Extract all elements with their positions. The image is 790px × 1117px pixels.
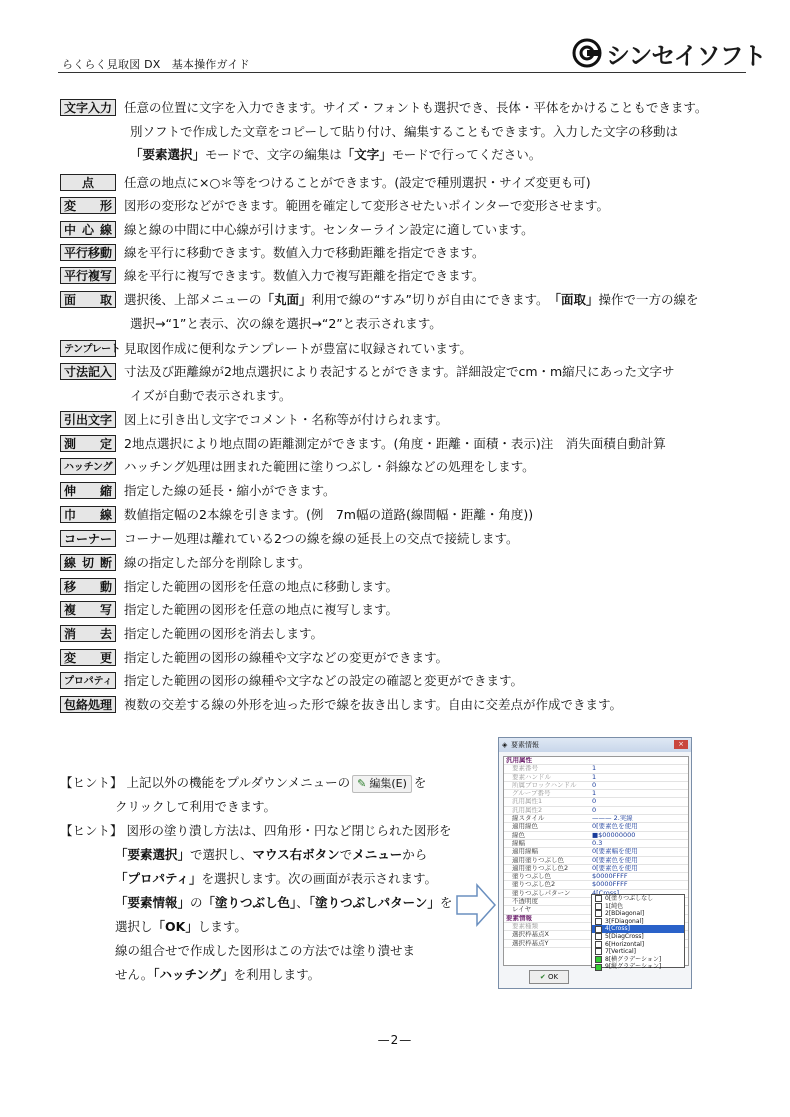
description-text: 数値指定幅の2本線を引きます。(例 7m幅の道路(線間幅・距離・角度)) xyxy=(124,507,534,522)
fill-pattern-option[interactable] xyxy=(592,948,684,956)
hint-text: を選択します。次の画面が表示されます。 xyxy=(201,871,438,886)
hint-text: から xyxy=(402,847,428,862)
function-entry xyxy=(60,575,750,599)
function-tag: 複 写 xyxy=(60,601,116,618)
hint-line: 線の組合せで作成した図形はこの方法では塗り潰せま xyxy=(115,943,416,958)
function-entry xyxy=(60,527,750,551)
bold-text: 「面取」 xyxy=(548,292,599,307)
option-label: 8[横グラデーション] xyxy=(605,955,662,963)
function-entry xyxy=(60,503,750,527)
option-label: 5[DiagCross] xyxy=(605,932,644,940)
hint-bold: 「プロパティ」 xyxy=(115,871,202,886)
property-row[interactable] xyxy=(504,790,688,798)
function-tag: 中心線 xyxy=(60,221,116,238)
entry-line xyxy=(60,96,750,120)
description-cont: イズが自動で表示されます。 xyxy=(130,387,292,403)
entry-line xyxy=(60,669,750,693)
logo-text: シンセイソフト xyxy=(606,41,766,70)
function-tag: 巾 線 xyxy=(60,506,116,523)
function-entry xyxy=(60,337,750,361)
function-tag: 包絡処理 xyxy=(60,696,116,713)
option-label: 6[Horizontal] xyxy=(605,940,645,948)
property-key: 汎用属性1 xyxy=(512,798,543,806)
pattern-swatch-icon xyxy=(595,903,602,910)
property-row[interactable] xyxy=(504,782,688,790)
hint-text: 、 xyxy=(296,895,309,910)
bold-text: 「文字」 xyxy=(341,147,392,162)
property-key: 要素ハンドル xyxy=(512,773,551,781)
entry-line xyxy=(60,408,750,432)
hint-label: 【ヒント】 xyxy=(60,775,123,790)
close-button[interactable]: × xyxy=(674,740,688,749)
entry-line xyxy=(60,194,750,218)
property-key: 適用塗りつぶし色 xyxy=(512,856,564,864)
entry-line xyxy=(60,527,750,551)
description-text: 寸法及び距離線が2地点選択により表記するとができます。詳細設定でcm・m縮尺にあった文字サ xyxy=(124,364,675,379)
hint-line xyxy=(60,843,460,867)
description-text: 任意の地点に×○＊等をつけることができます。(設定で種別選択・サイズ変更も可) xyxy=(124,175,591,190)
entry-line xyxy=(60,241,750,265)
function-entry xyxy=(60,693,750,717)
function-tag: 変 形 xyxy=(60,197,116,214)
description-text: ハッチング処理は囲まれた範囲に塗りつぶし・斜線などの処理をします。 xyxy=(124,459,535,474)
hint-text: クリックして利用できます。 xyxy=(115,799,277,814)
property-key: 汎用属性2 xyxy=(512,806,543,814)
function-tag: 伸 縮 xyxy=(60,482,116,499)
hint-text: 上記以外の機能をプルダウンメニューの xyxy=(126,775,351,790)
edit-menu-button xyxy=(352,775,412,793)
hint-bold: 「ハッチング」 xyxy=(153,967,234,982)
description-text: 図形の変形などができます。範囲を確定して変形させたいポインターで変形させます。 xyxy=(124,198,610,213)
function-entry xyxy=(60,598,750,622)
hint-bold: 「塗りつぶし色」 xyxy=(202,895,297,910)
property-value: ■$00000000 xyxy=(592,831,636,839)
description-text: 2地点選択により地点間の距離測定ができます。(角度・距離・面積・表示)注 消失面積自動計算 xyxy=(124,436,666,451)
property-row[interactable] xyxy=(504,807,688,815)
property-value: 1 xyxy=(592,773,597,781)
property-row[interactable] xyxy=(504,832,688,840)
function-tag: 点 xyxy=(60,174,116,191)
description-text: 線を平行に複写できます。数値入力で複写距離を指定できます。 xyxy=(124,268,485,283)
description-text: 見取図作成に便利なテンプレートが豊富に収録されています。 xyxy=(124,341,472,356)
description-cont: 別ソフトで作成した文章をコピーして貼り付け、編集することもできます。入力した文字の移動は xyxy=(130,123,679,139)
function-tag: 平行移動 xyxy=(60,244,116,261)
entry-line xyxy=(60,218,750,242)
hint-text: を xyxy=(439,895,453,910)
hint-bold: 「要素選択」 xyxy=(115,847,191,862)
function-entry xyxy=(60,288,750,335)
property-key: 不透明度 xyxy=(512,898,538,906)
entry-line xyxy=(60,693,750,717)
function-entry xyxy=(60,622,750,646)
property-key: 塗りつぶし色 xyxy=(512,873,551,881)
ok-label: OK xyxy=(548,973,559,981)
property-key: 適用線幅 xyxy=(512,848,538,856)
function-tag: コーナー xyxy=(60,530,116,547)
fill-pattern-option[interactable] xyxy=(592,918,684,926)
fill-pattern-option[interactable] xyxy=(592,963,684,971)
property-row[interactable] xyxy=(504,774,688,782)
function-entry xyxy=(60,194,750,218)
property-value: 0 xyxy=(592,806,597,814)
hint-bold: 「塗りつぶしパターン」 xyxy=(308,895,440,910)
ok-button[interactable] xyxy=(529,970,569,984)
function-tag: 消 去 xyxy=(60,625,116,642)
pattern-swatch-icon xyxy=(595,956,602,963)
description-text: 線と線の中間に中心線が引けます。センターライン設定に適しています。 xyxy=(124,222,534,237)
pattern-swatch-icon xyxy=(595,910,602,917)
entry-line xyxy=(60,479,750,503)
entry-line xyxy=(60,288,750,312)
property-row[interactable] xyxy=(504,881,688,889)
property-value: 0[要素色を使用 xyxy=(592,864,638,872)
property-key: 適用塗りつぶし色2 xyxy=(512,864,569,872)
property-key: 要素情報 xyxy=(506,914,532,922)
property-key: 選択枠基点Y xyxy=(512,939,549,947)
logo-mark-icon xyxy=(572,38,602,68)
description-text: モードで、文字の編集は xyxy=(205,147,342,162)
property-key: 適用線色 xyxy=(512,823,538,831)
hint-bold: メニュー xyxy=(352,847,403,862)
function-tag: 寸法記入 xyxy=(60,363,116,380)
description-cont xyxy=(60,143,750,167)
description-text: コーナー処理は離れている2つの線を線の延長上の交点で接続します。 xyxy=(124,531,519,546)
hint-line xyxy=(60,867,460,891)
function-tag: プロパティ xyxy=(60,672,116,689)
header-rule xyxy=(58,72,746,73)
property-row[interactable] xyxy=(504,823,688,831)
property-value: 0.3 xyxy=(592,839,603,847)
description-text: 図上に引き出し文字でコメント・名称等が付けられます。 xyxy=(124,412,449,427)
function-tag: 線切断 xyxy=(60,554,116,571)
hint-text: を xyxy=(413,775,427,790)
hint-text: で xyxy=(339,847,353,862)
property-row[interactable] xyxy=(504,840,688,848)
fill-pattern-option[interactable] xyxy=(592,895,684,903)
fill-pattern-option[interactable] xyxy=(592,933,684,941)
property-key: 塗りつぶしパターン xyxy=(512,889,571,897)
entry-line xyxy=(60,551,750,575)
bold-text: 「丸面」 xyxy=(261,292,312,307)
pattern-swatch-icon xyxy=(595,941,602,948)
description-text: 選択後、上部メニューの xyxy=(124,292,262,307)
function-entry xyxy=(60,264,750,288)
property-key: 線スタイル xyxy=(512,815,545,823)
option-label: 7[Vertical] xyxy=(605,948,636,956)
hint-bold: 「要素情報」 xyxy=(115,895,191,910)
property-row[interactable] xyxy=(504,757,688,765)
pattern-swatch-icon xyxy=(595,918,602,925)
property-key: 所属ブロックハンドル xyxy=(512,781,577,789)
function-entry xyxy=(60,646,750,670)
description-text: 線の指定した部分を削除します。 xyxy=(124,555,311,570)
property-key: グループ番号 xyxy=(512,790,551,798)
property-key: 要素番号 xyxy=(512,765,538,773)
function-tag: ハッチング xyxy=(60,458,116,475)
property-value: $0000FFFF xyxy=(592,873,628,881)
property-value: 0[要素幅を使用 xyxy=(592,848,638,856)
description-text: モードで行ってください。 xyxy=(391,147,542,162)
description-text: 指定した範囲の図形を任意の地点に移動します。 xyxy=(124,579,399,594)
arrow-right-icon xyxy=(455,882,497,928)
function-tag: テンプレート xyxy=(60,340,116,357)
hint-bold: 「OK」 xyxy=(152,919,198,934)
function-tag: 文字入力 xyxy=(60,99,116,116)
description-text: 指定した線の延長・縮小ができます。 xyxy=(124,483,336,498)
dialog-icon: ◈ xyxy=(502,741,508,749)
pattern-swatch-icon xyxy=(595,964,602,971)
property-row[interactable] xyxy=(504,848,688,856)
hint-text: の xyxy=(190,895,203,910)
function-tag: 測 定 xyxy=(60,435,116,452)
description-text: 指定した範囲の図形を消去します。 xyxy=(124,626,324,641)
entry-line xyxy=(60,455,750,479)
function-entry xyxy=(60,669,750,693)
hint-line xyxy=(60,891,460,915)
hint-bold: マウス右ボタン xyxy=(252,847,340,862)
fill-pattern-option[interactable] xyxy=(592,941,684,949)
property-row[interactable] xyxy=(504,798,688,806)
property-value: 1 xyxy=(592,765,597,773)
element-info-dialog xyxy=(498,737,692,989)
fill-pattern-option[interactable] xyxy=(592,903,684,911)
option-label: 9[縦グラデーション] xyxy=(605,963,662,971)
hint-text: を利用します。 xyxy=(233,967,321,982)
property-row[interactable] xyxy=(504,865,688,873)
function-entry xyxy=(60,360,750,407)
hint-text: せん。 xyxy=(115,967,154,982)
property-key: 汎用属性 xyxy=(506,757,532,764)
option-label: 3[FDiagonal] xyxy=(605,917,644,925)
hint-text: 図形の塗り潰し方法は、四角形・円など閉じられた図形を xyxy=(126,823,452,838)
hint-line xyxy=(60,963,460,987)
entry-line xyxy=(60,337,750,361)
property-value: 0[要素色を使用 xyxy=(592,856,638,864)
page-number: —2— xyxy=(377,1033,413,1047)
option-label: 2[BDiagonal] xyxy=(605,910,645,918)
description-text: 複数の交差する線の外形を辿った形で線を抜き出します。自由に交差点が作成できます。 xyxy=(124,697,623,712)
property-key: 線色 xyxy=(512,831,525,839)
entry-line xyxy=(60,432,750,456)
bold-text: 「要素選択」 xyxy=(130,147,206,162)
function-entry xyxy=(60,479,750,503)
property-value: 0 xyxy=(592,781,597,789)
description-text: 線を平行に移動できます。数値入力で移動距離を指定できます。 xyxy=(124,245,485,260)
entry-line xyxy=(60,622,750,646)
entry-line xyxy=(60,646,750,670)
property-key: 要素種類 xyxy=(512,922,538,930)
pattern-swatch-icon xyxy=(595,933,602,940)
function-tag: 面 取 xyxy=(60,291,116,308)
dialog-title: 要素情報 xyxy=(511,741,539,749)
property-key: レイヤ xyxy=(512,906,532,914)
function-entry xyxy=(60,241,750,265)
check-icon: ✔ xyxy=(539,973,546,981)
property-row[interactable] xyxy=(504,873,688,881)
entry-line xyxy=(60,360,750,384)
pattern-swatch-icon xyxy=(595,895,602,902)
description-text: 指定した範囲の図形を任意の地点に複写します。 xyxy=(124,602,399,617)
hint-2 xyxy=(60,819,460,987)
pattern-swatch-icon xyxy=(595,948,602,955)
property-key: 塗りつぶし色2 xyxy=(512,881,556,889)
entry-line xyxy=(60,264,750,288)
function-entry xyxy=(60,171,750,195)
function-entry xyxy=(60,551,750,575)
property-row[interactable] xyxy=(504,857,688,865)
hint-line xyxy=(60,915,460,939)
option-label: 4[Cross] xyxy=(605,925,630,933)
option-label: 0[塗りつぶしなし xyxy=(605,895,654,902)
entry-line xyxy=(60,171,750,195)
document-title: らくらく見取図 DX 基本操作ガイド xyxy=(62,58,250,71)
hint-text: します。 xyxy=(197,919,247,934)
function-tag: 移 動 xyxy=(60,578,116,595)
description-text: 利用で線の“すみ”切りが自由にできます。 xyxy=(311,292,549,307)
edit-pencil-icon: ✎ xyxy=(357,776,367,790)
property-value: 0 xyxy=(592,798,597,806)
fill-pattern-dropdown-list[interactable] xyxy=(591,894,685,971)
function-tag: 平行複写 xyxy=(60,267,116,284)
property-value: 0[要素色を使用 xyxy=(592,823,638,831)
function-entry xyxy=(60,218,750,242)
function-entry xyxy=(60,432,750,456)
function-tag: 変 更 xyxy=(60,649,116,666)
property-row[interactable] xyxy=(504,815,688,823)
company-logo xyxy=(572,36,766,70)
function-entry xyxy=(60,408,750,432)
entry-line xyxy=(60,575,750,599)
property-key: 選択枠基点X xyxy=(512,931,549,939)
hint-label: 【ヒント】 xyxy=(60,823,123,838)
description-text: 指定した範囲の図形の線種や文字などの設定の確認と変更ができます。 xyxy=(124,673,524,688)
function-entry xyxy=(60,455,750,479)
pattern-swatch-icon xyxy=(595,926,602,933)
hint-1 xyxy=(60,771,460,819)
property-value: $0000FFFF xyxy=(592,881,628,889)
hint-text: で選択し、 xyxy=(190,847,253,862)
function-entry xyxy=(60,96,750,167)
description-text: 指定した範囲の図形の線種や文字などの変更ができます。 xyxy=(124,650,449,665)
property-value: ——— 2.実線 xyxy=(592,815,633,823)
description-text: 操作で一方の線を xyxy=(598,292,699,307)
option-label: 1[純色 xyxy=(605,902,624,910)
entry-line xyxy=(60,503,750,527)
description-text: 任意の位置に文字を入力できます。サイズ・フォントも選択でき、長体・平体をかけることもできます。 xyxy=(124,100,708,115)
function-tag: 引出文字 xyxy=(60,411,116,428)
fill-pattern-option[interactable] xyxy=(592,910,684,918)
edit-menu-label: 編集(E) xyxy=(369,776,407,790)
fill-pattern-option[interactable] xyxy=(592,925,684,933)
entry-line xyxy=(60,598,750,622)
dialog-titlebar xyxy=(499,738,691,752)
property-row[interactable] xyxy=(504,765,688,773)
description-cont: 選択→“1”と表示、次の線を選択→“2”と表示されます。 xyxy=(130,315,442,331)
property-value: 1 xyxy=(592,790,597,798)
property-key: 線幅 xyxy=(512,839,525,847)
hint-text: 選択し xyxy=(115,919,153,934)
